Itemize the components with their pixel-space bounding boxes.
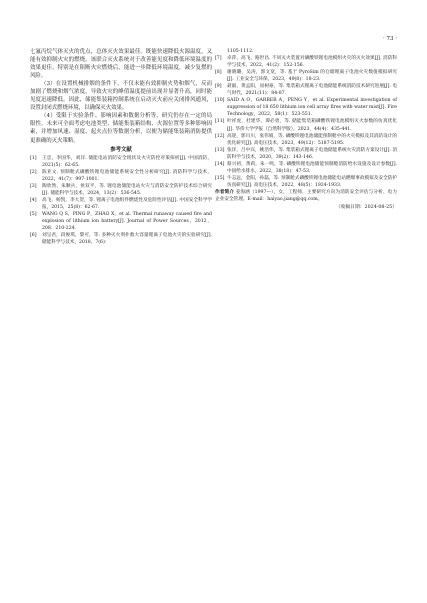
reference-text: 陈亚文. 预制舱式磷酸铁锂电池储能系统安全性分析研究[J]. 消防科学与技术，2022，41(7)：997-1001. bbox=[42, 169, 212, 182]
references-list-right bbox=[215, 48, 397, 189]
reference-number: [5] bbox=[30, 211, 37, 217]
reference-text: 蔡兴初，黄莉，朱一鸣，等. 磷酸铁锂电池储能预制舱消防给水设施及设计参数[J]. 中国给水排水，2022，38(18)：47-53. bbox=[227, 161, 397, 174]
body-paragraph-3: （4）受限于实验条件、影响因素和数据分析等，研究仍存在一定的局限性。未来可全面考虑电池类型、储能集装箱结构、火源位置等多种影响因素，并增加风速、湿度、起火点位等数据分析，以便为储能集装箱消防提供更准确的灭火策略。 bbox=[30, 113, 212, 144]
reference-text: 1105-1112. bbox=[227, 49, 254, 54]
body-paragraph-2: （3）在设置机械排烟的条件下，不仅未能有效抑制火势和烟气，反而加剧了燃烧和烟气浓度，导致火灾的峰值温度提前出现并显著升高，同时能见度迅速降低。因此，储能集装箱控制系统在启动灭火前应关闭排风通风，设置封闭式燃烧环境，以确保灭火效果。 bbox=[30, 81, 212, 112]
reference-item bbox=[215, 118, 397, 132]
left-column bbox=[30, 48, 212, 246]
reference-number: [6] bbox=[30, 233, 37, 239]
reference-text: 聂毅，黄孟阳，屈树豪，等. 集装箱式锂离子电池储能系统消防技术研究进展[J]. 电气时代，2021(11)：84-87. bbox=[227, 84, 397, 97]
reference-item bbox=[30, 197, 212, 211]
reference-item bbox=[215, 55, 397, 69]
reference-item bbox=[30, 169, 212, 183]
author-note-text: 姜海涵（1997—），女，工程师，主要研究方向为消防安全评估与分析、电力企业安全管理。E-mail：haiyao.jiang@qq.com。 bbox=[215, 189, 398, 202]
reference-item bbox=[215, 97, 397, 118]
page-number: · 73 · bbox=[383, 36, 397, 42]
reference-text: 陶欣然，朱顺兵，侯双平，等. 锂电池储能电站火灾与消防安全防护技术综合研究[J]. 储能科学与技术，2024，13(2)：536-545. bbox=[42, 183, 212, 196]
reference-number: [10] bbox=[215, 98, 225, 104]
reference-text: 叶祥虎，杜建华，谭必勇，等. 储能集装箱磷酸铁锂电池模组灭火参数的仿真优化[J]. 华侨大学学报（自然科学版），2023，44(4)：435-441. bbox=[227, 119, 397, 132]
reference-item bbox=[215, 69, 397, 83]
reference-item bbox=[215, 83, 397, 97]
reference-item bbox=[215, 161, 397, 175]
reference-text: 谢晓璐，吴涛，郭文宽，等. 基于 PyroSim 的仓储锂离子电池火灾数值模拟研究[J]. 工业安全与环保，2023，49(8)：18-23. bbox=[227, 70, 397, 83]
reference-item bbox=[215, 133, 397, 147]
reference-item bbox=[215, 175, 397, 189]
reference-number: [1] bbox=[30, 155, 37, 161]
reference-number: [13] bbox=[215, 147, 225, 153]
reference-item bbox=[215, 48, 397, 55]
body-paragraph-1: 七氟丙烷气体灭火的优点，总体灭火效果最佳。既能快速降低火源温度，又能有效抑制火灾的燃烧。该联合灭火系统对于改善能见度和降低环境温度的效果更佳，特别是在阻断火灾燃烧后，能进一步降低环境温度，减少复燃的风险。 bbox=[30, 49, 212, 80]
right-column bbox=[215, 48, 397, 212]
reference-number: [14] bbox=[215, 161, 225, 167]
reference-number: [11] bbox=[215, 119, 225, 125]
reference-number: [7] bbox=[215, 56, 222, 62]
reference-number: [9] bbox=[215, 84, 222, 90]
references-heading: 参考文献 bbox=[110, 146, 132, 153]
reference-number: [3] bbox=[30, 183, 37, 189]
reference-text: 高飞，杨凯，李大贺，等. 锂离子电池组件燃烧性及危险性评估[J]. 中国安全科学学报，2015，25(8)：62-67. bbox=[42, 197, 212, 210]
reference-item bbox=[215, 147, 397, 161]
reference-text: 牛志远，金阳，孙磊，等. 预制舱式磷酸铁锂电池储能电站燃爆事故模拟及安全防护仿真研究[J]. 高电压技术，2022，48(5)：1924-1933. bbox=[227, 175, 397, 188]
references-list-left bbox=[30, 155, 212, 247]
reference-text: 张洋，吕中宾，姚浩伟，等. 集装箱式锂离子电池储能系统火灾消防方案设计[J]. 消防科学与技术，2020，39(2)：143-146. bbox=[227, 147, 397, 160]
reference-text: 王忠，李国华，刘洋. 储能电站消防安全现状及火灾防控对策探析[J]. 中国消防，2021(5)：62-65. bbox=[42, 155, 212, 168]
reference-number: [8] bbox=[215, 70, 222, 76]
reference-item bbox=[30, 211, 212, 232]
reference-number: [12] bbox=[215, 133, 225, 139]
reference-text: 高迎，郭川川，张伟娟，等. 磷酸铁锂电池储能预制舱中的火灾模拟及其消防设计的优化研究[J]. 高电压技术，2023，49(12)：5187-5195. bbox=[227, 133, 397, 146]
reference-item bbox=[30, 183, 212, 197]
reference-number: [15] bbox=[215, 175, 225, 181]
author-note-label: 作者简介 bbox=[215, 189, 235, 195]
reference-text: 刘呈君，段俊琪，黎可，等. 多种灭火剂扑救大容量锂离子电池火灾的实验研究[J]. 储能科学与技术，2018，7(6)： bbox=[42, 233, 212, 246]
author-note bbox=[215, 189, 397, 203]
reference-text: WANG Q S，PING P，ZHAO X，et al. Thermal runaway caused fire and explosion of lithium ion battery[J]. Journal of Power Sources，2012，208：210-224. bbox=[42, 211, 212, 232]
reference-item bbox=[30, 155, 212, 169]
reference-number: [4] bbox=[30, 197, 37, 203]
received-date: （收稿日期：2024-08-25） bbox=[335, 205, 397, 211]
reference-text: SAID A O，GARBER A，PENG Y，et al. Experimental investigation of suppression of 18 650 lithium ion cell array fires with water mist[J]. Fire Technology，2022，58(1)：523-551. bbox=[227, 98, 397, 118]
reference-number: [2] bbox=[30, 169, 37, 175]
reference-item bbox=[30, 232, 212, 246]
reference-text: 卓萍，高飞，路世昌. 不同灭火装置对磷酸铁锂电池模组火灾的灭火效果[J]. 消防科学与技术，2022，41(2)：152-156. bbox=[227, 56, 397, 69]
